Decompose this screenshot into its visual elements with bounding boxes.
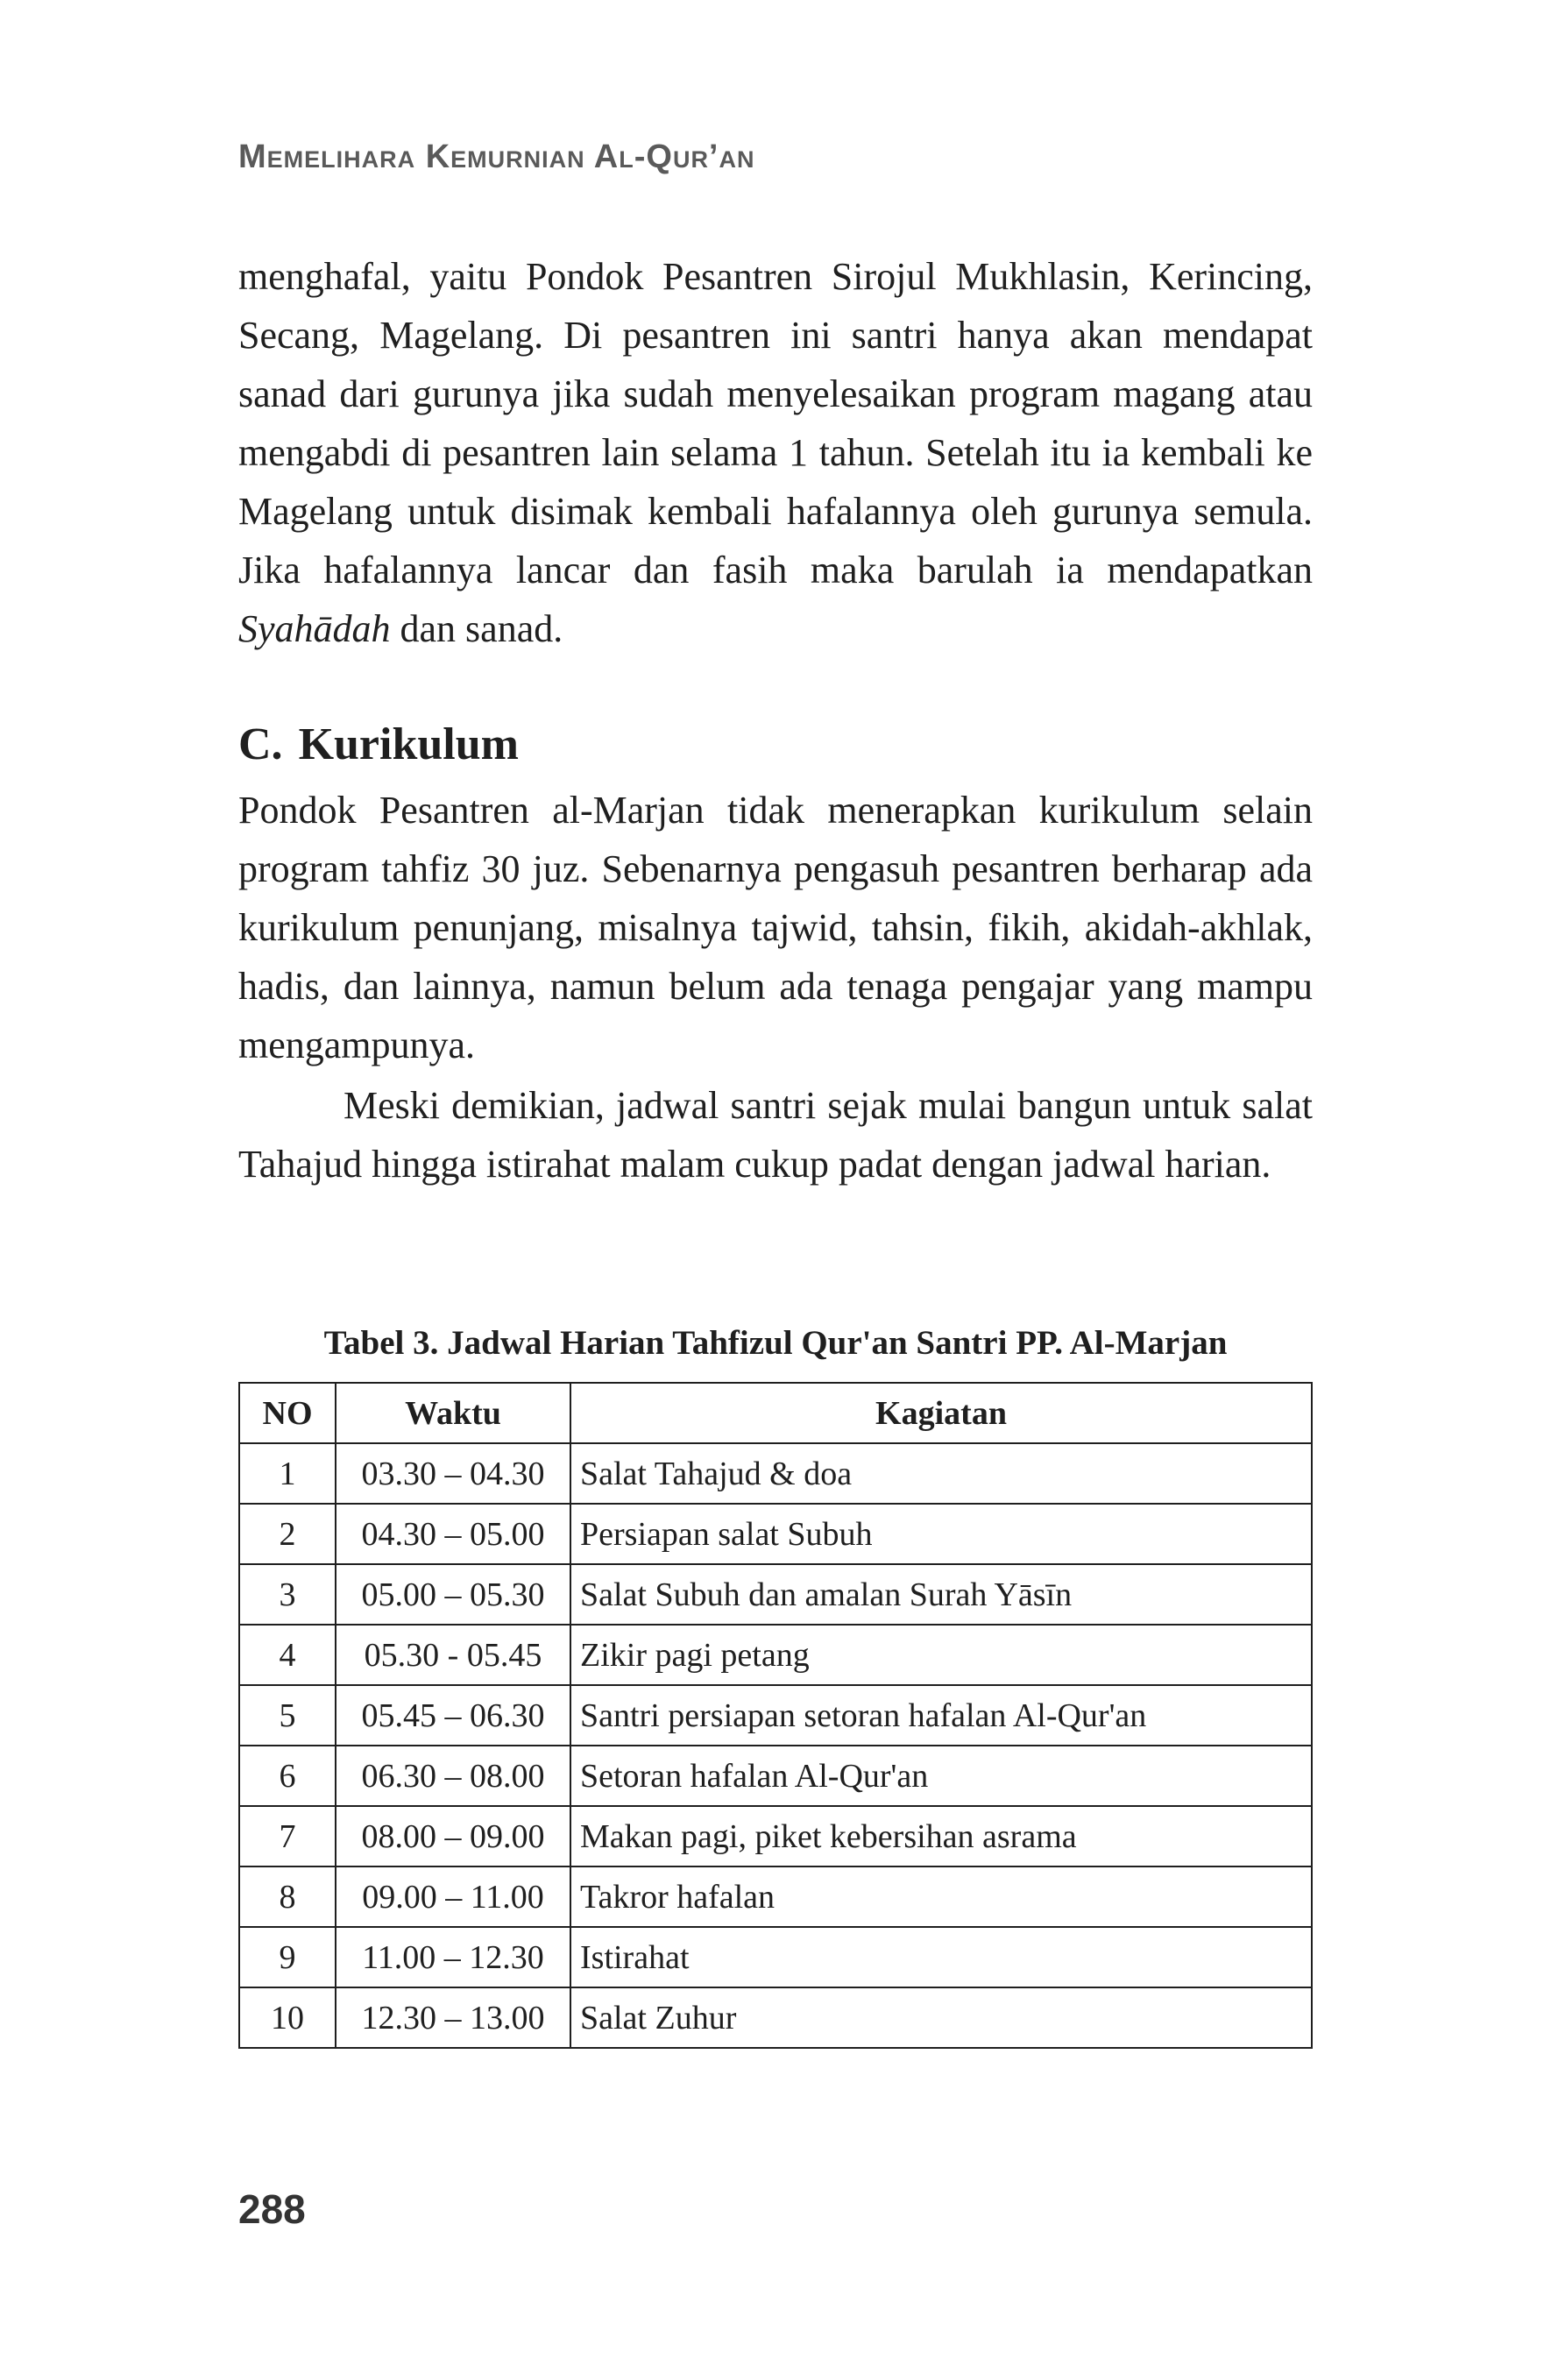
section-heading: [238, 710, 519, 780]
header-waktu: Waktu: [336, 1383, 570, 1443]
cell-no: 3: [239, 1564, 336, 1625]
cell-kagiatan: Setoran hafalan Al-Qur'an: [570, 1746, 1312, 1806]
cell-kagiatan: Makan pagi, piket kebersihan asrama: [570, 1806, 1312, 1866]
cell-kagiatan: Salat Zuhur: [570, 1987, 1312, 2048]
header-kagiatan: Kagiatan: [570, 1383, 1312, 1443]
section-letter: C.: [238, 719, 283, 769]
cell-no: 8: [239, 1866, 336, 1927]
cell-no: 1: [239, 1443, 336, 1504]
paragraph-intro-ending: dan sanad.: [390, 607, 563, 650]
cell-waktu: 05.30 - 05.45: [336, 1625, 570, 1685]
table-row: [239, 1504, 1312, 1564]
cell-no: 2: [239, 1504, 336, 1564]
table-caption: Tabel 3. Jadwal Harian Tahfizul Qur'an Santri PP. Al-Marjan: [323, 1324, 1228, 1362]
cell-waktu: 05.45 – 06.30: [336, 1685, 570, 1746]
cell-waktu: 03.30 – 04.30: [336, 1443, 570, 1504]
table-header-row: [239, 1383, 1312, 1443]
table-row: [239, 1987, 1312, 2048]
cell-waktu: 08.00 – 09.00: [336, 1806, 570, 1866]
table-row: [239, 1625, 1312, 1685]
cell-no: 4: [239, 1625, 336, 1685]
cell-waktu: 04.30 – 05.00: [336, 1504, 570, 1564]
cell-waktu: 05.00 – 05.30: [336, 1564, 570, 1625]
paragraph-meski: Meski demikian, jadwal santri sejak mulai bangun untuk salat Tahajud hingga istirahat malam cukup padat dengan jadwal harian.: [238, 1084, 1313, 1186]
table-row: [239, 1443, 1312, 1504]
schedule-table: [238, 1382, 1313, 2049]
paragraph-intro: [238, 247, 1313, 658]
running-header: Memelihara Kemurnian Al-Qur’an: [238, 138, 755, 175]
cell-no: 5: [239, 1685, 336, 1746]
cell-no: 6: [239, 1746, 336, 1806]
italic-term-syahadah: Syahādah: [238, 607, 391, 650]
cell-kagiatan: Salat Subuh dan amalan Surah Yāsīn: [570, 1564, 1312, 1625]
cell-kagiatan: Istirahat: [570, 1927, 1312, 1987]
cell-waktu: 09.00 – 11.00: [336, 1866, 570, 1927]
cell-waktu: 06.30 – 08.00: [336, 1746, 570, 1806]
cell-kagiatan: Zikir pagi petang: [570, 1625, 1312, 1685]
cell-no: 10: [239, 1987, 336, 2048]
header-no: NO: [239, 1383, 336, 1443]
table-row: [239, 1685, 1312, 1746]
cell-waktu: 12.30 – 13.00: [336, 1987, 570, 2048]
cell-kagiatan: Santri persiapan setoran hafalan Al-Qur'an: [570, 1685, 1312, 1746]
table-row: [239, 1927, 1312, 1987]
cell-kagiatan: Takror hafalan: [570, 1866, 1312, 1927]
paragraph-intro-text: menghafal, yaitu Pondok Pesantren Sirojul Mukhlasin, Kerincing, Secang, Magelang. Di pesantren ini santri hanya akan mendapat sanad dari gurunya jika sudah menyelesaikan program magang atau mengabdi di pesantren lain selama 1 tahun. Setelah itu ia kembali ke Magelang untuk disimak kembali hafalannya oleh gurunya semula. Jika hafalannya lancar dan fasih maka barulah ia mendapatkan: [238, 255, 1313, 591]
table-row: [239, 1564, 1312, 1625]
table-row: [239, 1806, 1312, 1866]
cell-kagiatan: Salat Tahajud & doa: [570, 1443, 1312, 1504]
cell-no: 7: [239, 1806, 336, 1866]
paragraph-kurikulum: Pondok Pesantren al-Marjan tidak menerapkan kurikulum selain program tahfiz 30 juz. Sebenarnya pengasuh pesantren berharap ada kurikulum penunjang, misalnya tajwid, tahsin, fikih, akidah-akhlak, hadis, dan lainnya, namun belum ada tenaga pengajar yang mampu mengampunya.: [238, 789, 1313, 1066]
cell-no: 9: [239, 1927, 336, 1987]
cell-waktu: 11.00 – 12.30: [336, 1927, 570, 1987]
table-row: [239, 1746, 1312, 1806]
section-title: Kurikulum: [298, 719, 519, 769]
page-number: 288: [238, 2186, 306, 2232]
cell-kagiatan: Persiapan salat Subuh: [570, 1504, 1312, 1564]
table-row: [239, 1866, 1312, 1927]
